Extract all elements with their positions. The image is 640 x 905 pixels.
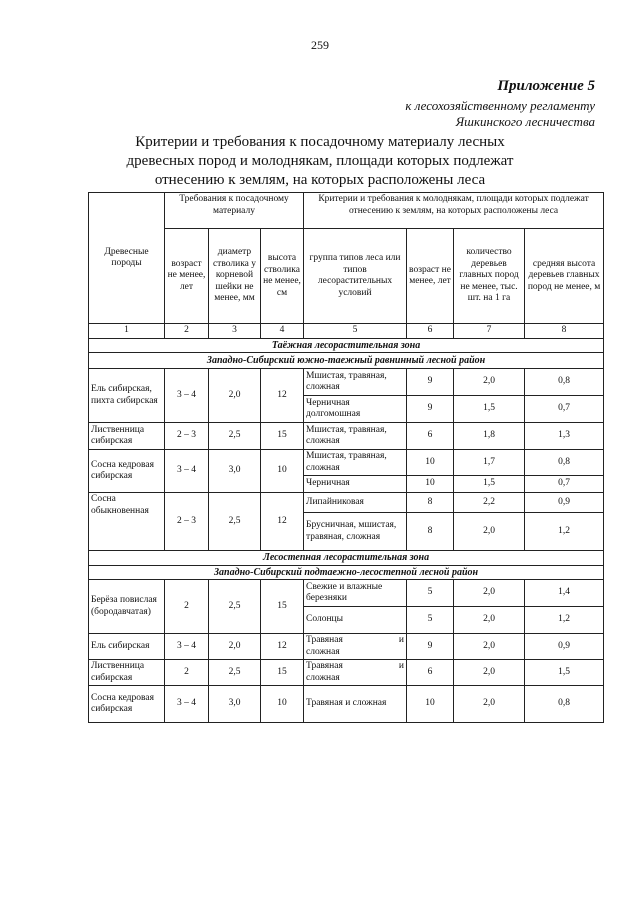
tree-count-cell: 2,2: [454, 493, 525, 513]
seedling-height-cell: 15: [261, 423, 304, 450]
seedling-diameter-cell: 2,0: [209, 634, 261, 660]
forest-type-cell: Мшистая, травяная, сложная: [304, 423, 407, 450]
forest-type-cell: Брусничная, мшистая, травяная, сложная: [304, 513, 407, 551]
mean-height-cell: 0,9: [525, 634, 604, 660]
column-number: 8: [525, 324, 604, 339]
seedling-diameter-cell: 2,5: [209, 580, 261, 634]
seedling-age-cell: 3 – 4: [165, 634, 209, 660]
header-species: Древесные породы: [89, 193, 165, 324]
column-number: 6: [407, 324, 454, 339]
stand-age-cell: 6: [407, 423, 454, 450]
stand-age-cell: 10: [407, 686, 454, 723]
mean-height-cell: 0,8: [525, 450, 604, 476]
table-row: [89, 686, 604, 723]
seedling-diameter-cell: 2,0: [209, 369, 261, 423]
header-mean-height: средняя высота деревьев главных пород не менее, м: [525, 229, 604, 324]
title-line: Критерии и требования к посадочному материалу лесных: [135, 134, 505, 150]
forest-type-cell: Мшистая, травяная, сложная: [304, 369, 407, 396]
seedling-height-cell: 12: [261, 493, 304, 551]
forest-type-cell: Мшистая, травяная, сложная: [304, 450, 407, 476]
mean-height-cell: 1,2: [525, 607, 604, 634]
seedling-age-cell: 3 – 4: [165, 369, 209, 423]
seedling-height-cell: 10: [261, 686, 304, 723]
tree-count-cell: 2,0: [454, 369, 525, 396]
seedling-diameter-cell: 2,5: [209, 493, 261, 551]
seedling-age-cell: 3 – 4: [165, 450, 209, 493]
forest-type-word: Травяная: [306, 661, 343, 671]
table-row: [89, 660, 604, 686]
forest-type-line: [306, 661, 404, 673]
column-number: 4: [261, 324, 304, 339]
forest-type-cell: Свежие и влажные березняки: [304, 580, 407, 607]
species-cell: Ель сибирская, пихта сибирская: [89, 369, 165, 423]
tree-count-cell: 1,8: [454, 423, 525, 450]
forest-type-cell: [304, 660, 407, 686]
tree-count-cell: 2,0: [454, 660, 525, 686]
species-cell: Лиственница сибирская: [89, 660, 165, 686]
forest-type-cell: Липайниковая: [304, 493, 407, 513]
table-row: [89, 423, 604, 450]
mean-height-cell: 1,5: [525, 660, 604, 686]
seedling-age-cell: 2 – 3: [165, 423, 209, 450]
stand-age-cell: 8: [407, 493, 454, 513]
tree-count-cell: 2,0: [454, 607, 525, 634]
seedling-diameter-cell: 2,5: [209, 423, 261, 450]
forest-type-word: сложная: [306, 672, 340, 683]
table-row: [89, 493, 604, 513]
stand-age-cell: 5: [407, 580, 454, 607]
page-number: 259: [311, 38, 329, 52]
table-row: [89, 369, 604, 396]
species-cell: Ель сибирская: [89, 634, 165, 660]
stand-age-cell: 9: [407, 634, 454, 660]
table-row: [89, 450, 604, 476]
forest-type-line: [306, 635, 404, 647]
mean-height-cell: 1,4: [525, 580, 604, 607]
region-heading: Западно-Сибирский подтаежно-лесостепной лесной район: [89, 565, 604, 580]
stand-age-cell: 6: [407, 660, 454, 686]
zone-heading: Лесостепная лесорастительная зона: [89, 551, 604, 566]
tree-count-cell: 2,0: [454, 580, 525, 607]
mean-height-cell: 0,8: [525, 686, 604, 723]
region-heading: Западно-Сибирский южно-таежный равнинный лесной район: [89, 353, 604, 369]
seedling-height-cell: 12: [261, 634, 304, 660]
seedling-height-cell: 12: [261, 369, 304, 423]
header-stand-age: возраст не менее, лет: [407, 229, 454, 324]
title-line: древесных пород и молоднякам, площади которых подлежат: [126, 153, 514, 169]
seedling-diameter-cell: 3,0: [209, 686, 261, 723]
criteria-table: [88, 192, 604, 723]
forest-type-cell: [304, 634, 407, 660]
species-cell: Сосна кедровая сибирская: [89, 450, 165, 493]
forest-type-cell: Солонцы: [304, 607, 407, 634]
tree-count-cell: 1,5: [454, 476, 525, 493]
zone-heading: Таёжная лесорастительная зона: [89, 338, 604, 353]
header-forest-type: группа типов леса или типов лесорастительных условий: [304, 229, 407, 324]
seedling-age-cell: 3 – 4: [165, 686, 209, 723]
species-cell: Берёза повислая (бородавчатая): [89, 580, 165, 634]
table-row: [89, 580, 604, 607]
table-row: [89, 634, 604, 660]
forest-type-word: сложная: [306, 646, 340, 657]
stand-age-cell: 10: [407, 476, 454, 493]
mean-height-cell: 1,3: [525, 423, 604, 450]
tree-count-cell: 2,0: [454, 513, 525, 551]
mean-height-cell: 0,8: [525, 369, 604, 396]
forest-type-cell: Черничная долгомошная: [304, 396, 407, 423]
tree-count-cell: 1,7: [454, 450, 525, 476]
seedling-diameter-cell: 2,5: [209, 660, 261, 686]
seedling-age-cell: 2: [165, 660, 209, 686]
forest-type-word: и: [398, 661, 405, 671]
species-cell: Сосна кедровая сибирская: [89, 686, 165, 723]
seedling-height-cell: 15: [261, 660, 304, 686]
header-age: возраст не менее, лет: [165, 229, 209, 324]
forest-type-cell: Травяная и сложная: [304, 686, 407, 723]
column-number: 1: [89, 324, 165, 339]
seedling-diameter-cell: 3,0: [209, 450, 261, 493]
title-line: отнесению к землям, на которых расположены леса: [154, 172, 486, 188]
stand-age-cell: 5: [407, 607, 454, 634]
stand-age-cell: 8: [407, 513, 454, 551]
seedling-height-cell: 15: [261, 580, 304, 634]
header-young-stands: Критерии и требования к молоднякам, площади которых подлежат отнесению к землям, на которых расположены леса: [304, 193, 604, 229]
species-cell: Сосна обыкновенная: [89, 493, 165, 551]
seedling-age-cell: 2: [165, 580, 209, 634]
stand-age-cell: 10: [407, 450, 454, 476]
header-tree-count: количество деревьев главных пород не менее, тыс. шт. на 1 га: [454, 229, 525, 324]
appendix-subtitle-1: к лесохозяйственному регламенту: [405, 98, 595, 113]
mean-height-cell: 0,7: [525, 396, 604, 423]
mean-height-cell: 1,2: [525, 513, 604, 551]
column-number: 7: [454, 324, 525, 339]
document-title: [80, 133, 560, 190]
stand-age-cell: 9: [407, 396, 454, 423]
seedling-age-cell: 2 – 3: [165, 493, 209, 551]
header-diameter: диаметр стволика у корневой шейки не менее, мм: [209, 229, 261, 324]
appendix-subtitle-2: Яшкинского лесничества: [455, 114, 595, 129]
column-number: 5: [304, 324, 407, 339]
forest-type-word: и: [398, 635, 405, 645]
species-cell: Лиственница сибирская: [89, 423, 165, 450]
appendix-title: Приложение 5: [497, 78, 595, 94]
header-height: высота стволика не менее, см: [261, 229, 304, 324]
mean-height-cell: 0,7: [525, 476, 604, 493]
column-number: 3: [209, 324, 261, 339]
forest-type-word: Травяная: [306, 635, 343, 645]
tree-count-cell: 2,0: [454, 634, 525, 660]
mean-height-cell: 0,9: [525, 493, 604, 513]
header-planting-material: Требования к посадочному материалу: [165, 193, 304, 229]
seedling-height-cell: 10: [261, 450, 304, 493]
stand-age-cell: 9: [407, 369, 454, 396]
tree-count-cell: 1,5: [454, 396, 525, 423]
forest-type-cell: Черничная: [304, 476, 407, 493]
column-number: 2: [165, 324, 209, 339]
tree-count-cell: 2,0: [454, 686, 525, 723]
